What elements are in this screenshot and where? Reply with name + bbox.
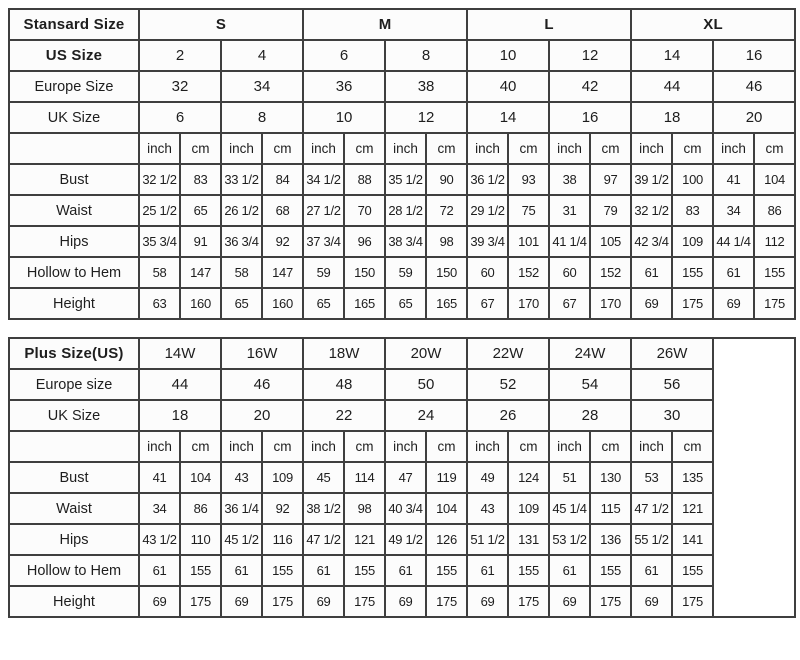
plus-size-header-16w: 16W bbox=[221, 338, 303, 369]
europe-size-value: 40 bbox=[467, 71, 549, 102]
measurement-value: 65 bbox=[221, 288, 262, 319]
measurement-value: 69 bbox=[385, 586, 426, 617]
measurement-value: 58 bbox=[221, 257, 262, 288]
measurement-value: 65 bbox=[180, 195, 221, 226]
measurement-value: 59 bbox=[385, 257, 426, 288]
measurement-value: 40 3/4 bbox=[385, 493, 426, 524]
us-size-value: 8 bbox=[385, 40, 467, 71]
measurement-value: 75 bbox=[508, 195, 549, 226]
measurement-value: 43 bbox=[221, 462, 262, 493]
uk-size-value: 18 bbox=[631, 102, 713, 133]
measurement-value: 147 bbox=[180, 257, 221, 288]
unit-label-inch: inch bbox=[139, 133, 180, 164]
measurement-value: 27 1/2 bbox=[303, 195, 344, 226]
measurement-value: 91 bbox=[180, 226, 221, 257]
europe-size-value: 34 bbox=[221, 71, 303, 102]
size-group-header-m: M bbox=[303, 9, 467, 40]
measurement-value: 44 1/4 bbox=[713, 226, 754, 257]
measurement-value: 79 bbox=[590, 195, 631, 226]
measurement-value: 60 bbox=[549, 257, 590, 288]
measurement-value: 130 bbox=[590, 462, 631, 493]
measurement-value: 53 bbox=[631, 462, 672, 493]
measurement-value: 61 bbox=[467, 555, 508, 586]
measurement-value: 175 bbox=[426, 586, 467, 617]
measurement-value: 60 bbox=[467, 257, 508, 288]
measurement-value: 36 3/4 bbox=[221, 226, 262, 257]
measurement-value: 31 bbox=[549, 195, 590, 226]
measurement-value: 38 1/2 bbox=[303, 493, 344, 524]
measurement-value: 104 bbox=[180, 462, 221, 493]
europe-size-row-label: Europe size bbox=[9, 369, 139, 400]
measurement-value: 67 bbox=[549, 288, 590, 319]
measurement-value: 175 bbox=[672, 586, 713, 617]
measurement-value: 69 bbox=[221, 586, 262, 617]
measurement-value: 43 bbox=[467, 493, 508, 524]
measurement-value: 136 bbox=[590, 524, 631, 555]
unit-label-cm: cm bbox=[508, 431, 549, 462]
unit-label-inch: inch bbox=[303, 431, 344, 462]
unit-label-cm: cm bbox=[180, 431, 221, 462]
measurement-value: 70 bbox=[344, 195, 385, 226]
measurement-value: 49 bbox=[467, 462, 508, 493]
row-label-height: Height bbox=[9, 586, 139, 617]
measurement-value: 61 bbox=[139, 555, 180, 586]
uk-size-value: 26 bbox=[467, 400, 549, 431]
standard-size-table bbox=[8, 8, 796, 320]
measurement-value: 155 bbox=[262, 555, 303, 586]
measurement-value: 61 bbox=[385, 555, 426, 586]
measurement-value: 34 bbox=[139, 493, 180, 524]
size-group-header-s: S bbox=[139, 9, 303, 40]
measurement-value: 175 bbox=[672, 288, 713, 319]
measurement-value: 155 bbox=[672, 257, 713, 288]
measurement-value: 86 bbox=[754, 195, 795, 226]
measurement-value: 42 3/4 bbox=[631, 226, 672, 257]
measurement-value: 47 1/2 bbox=[303, 524, 344, 555]
measurement-value: 61 bbox=[713, 257, 754, 288]
row-label-height: Height bbox=[9, 288, 139, 319]
unit-label-cm: cm bbox=[672, 431, 713, 462]
measurement-value: 29 1/2 bbox=[467, 195, 508, 226]
uk-size-value: 14 bbox=[467, 102, 549, 133]
unit-label-cm: cm bbox=[590, 133, 631, 164]
measurement-value: 175 bbox=[508, 586, 549, 617]
measurement-value: 83 bbox=[180, 164, 221, 195]
measurement-value: 155 bbox=[754, 257, 795, 288]
measurement-value: 34 bbox=[713, 195, 754, 226]
us-size-value: 2 bbox=[139, 40, 221, 71]
measurement-value: 28 1/2 bbox=[385, 195, 426, 226]
unit-label-inch: inch bbox=[549, 133, 590, 164]
measurement-value: 155 bbox=[426, 555, 467, 586]
measurement-value: 39 1/2 bbox=[631, 164, 672, 195]
uk-size-value: 22 bbox=[303, 400, 385, 431]
measurement-value: 33 1/2 bbox=[221, 164, 262, 195]
measurement-value: 32 1/2 bbox=[631, 195, 672, 226]
measurement-value: 98 bbox=[426, 226, 467, 257]
unit-label-inch: inch bbox=[631, 133, 672, 164]
measurement-value: 45 1/2 bbox=[221, 524, 262, 555]
us-size-value: 14 bbox=[631, 40, 713, 71]
measurement-value: 69 bbox=[631, 586, 672, 617]
measurement-value: 69 bbox=[139, 586, 180, 617]
measurement-value: 58 bbox=[139, 257, 180, 288]
measurement-value: 175 bbox=[590, 586, 631, 617]
measurement-value: 67 bbox=[467, 288, 508, 319]
row-label-bust: Bust bbox=[9, 164, 139, 195]
row-label-hollow-to-hem: Hollow to Hem bbox=[9, 257, 139, 288]
unit-label-cm: cm bbox=[590, 431, 631, 462]
unit-label-inch: inch bbox=[139, 431, 180, 462]
europe-size-value: 44 bbox=[631, 71, 713, 102]
measurement-value: 105 bbox=[590, 226, 631, 257]
unit-label-cm: cm bbox=[426, 133, 467, 164]
measurement-value: 124 bbox=[508, 462, 549, 493]
measurement-value: 45 bbox=[303, 462, 344, 493]
unit-label-inch: inch bbox=[713, 133, 754, 164]
row-label-waist: Waist bbox=[9, 195, 139, 226]
us-size-value: 4 bbox=[221, 40, 303, 71]
table-gap bbox=[8, 320, 793, 337]
measurement-value: 115 bbox=[590, 493, 631, 524]
europe-size-value: 32 bbox=[139, 71, 221, 102]
measurement-value: 155 bbox=[180, 555, 221, 586]
us-size-row-label: US Size bbox=[9, 40, 139, 71]
plus-size-table bbox=[8, 337, 796, 618]
uk-size-value: 6 bbox=[139, 102, 221, 133]
unit-label-cm: cm bbox=[344, 133, 385, 164]
measurement-value: 126 bbox=[426, 524, 467, 555]
measurement-value: 43 1/2 bbox=[139, 524, 180, 555]
us-size-value: 6 bbox=[303, 40, 385, 71]
measurement-value: 45 1/4 bbox=[549, 493, 590, 524]
measurement-value: 98 bbox=[344, 493, 385, 524]
uk-size-value: 16 bbox=[549, 102, 631, 133]
measurement-value: 150 bbox=[426, 257, 467, 288]
measurement-value: 109 bbox=[508, 493, 549, 524]
measurement-value: 121 bbox=[672, 493, 713, 524]
measurement-value: 59 bbox=[303, 257, 344, 288]
measurement-value: 135 bbox=[672, 462, 713, 493]
measurement-value: 84 bbox=[262, 164, 303, 195]
europe-size-value: 48 bbox=[303, 369, 385, 400]
empty-corner-cell bbox=[9, 431, 139, 462]
chart-title-cell: Plus Size(US) bbox=[9, 338, 139, 369]
measurement-value: 93 bbox=[508, 164, 549, 195]
measurement-value: 72 bbox=[426, 195, 467, 226]
measurement-value: 69 bbox=[549, 586, 590, 617]
measurement-value: 65 bbox=[303, 288, 344, 319]
us-size-value: 10 bbox=[467, 40, 549, 71]
unit-label-cm: cm bbox=[508, 133, 549, 164]
uk-size-value: 10 bbox=[303, 102, 385, 133]
measurement-value: 121 bbox=[344, 524, 385, 555]
empty-corner-cell bbox=[9, 133, 139, 164]
unit-label-inch: inch bbox=[467, 431, 508, 462]
unit-label-cm: cm bbox=[344, 431, 385, 462]
measurement-value: 101 bbox=[508, 226, 549, 257]
row-label-bust: Bust bbox=[9, 462, 139, 493]
unit-label-inch: inch bbox=[221, 431, 262, 462]
unit-label-cm: cm bbox=[262, 431, 303, 462]
measurement-value: 100 bbox=[672, 164, 713, 195]
measurement-value: 114 bbox=[344, 462, 385, 493]
measurement-value: 152 bbox=[508, 257, 549, 288]
measurement-value: 55 1/2 bbox=[631, 524, 672, 555]
uk-size-value: 28 bbox=[549, 400, 631, 431]
unit-label-cm: cm bbox=[262, 133, 303, 164]
europe-size-value: 54 bbox=[549, 369, 631, 400]
plus-size-header-22w: 22W bbox=[467, 338, 549, 369]
empty-spacer-cell bbox=[713, 338, 795, 617]
measurement-value: 119 bbox=[426, 462, 467, 493]
measurement-value: 86 bbox=[180, 493, 221, 524]
measurement-value: 49 1/2 bbox=[385, 524, 426, 555]
measurement-value: 109 bbox=[262, 462, 303, 493]
europe-size-value: 46 bbox=[713, 71, 795, 102]
unit-label-cm: cm bbox=[754, 133, 795, 164]
measurement-value: 36 1/2 bbox=[467, 164, 508, 195]
measurement-value: 38 3/4 bbox=[385, 226, 426, 257]
unit-label-inch: inch bbox=[467, 133, 508, 164]
europe-size-value: 46 bbox=[221, 369, 303, 400]
row-label-waist: Waist bbox=[9, 493, 139, 524]
measurement-value: 141 bbox=[672, 524, 713, 555]
measurement-value: 61 bbox=[549, 555, 590, 586]
measurement-value: 175 bbox=[262, 586, 303, 617]
measurement-value: 41 bbox=[139, 462, 180, 493]
europe-size-value: 44 bbox=[139, 369, 221, 400]
europe-size-value: 52 bbox=[467, 369, 549, 400]
measurement-value: 92 bbox=[262, 493, 303, 524]
uk-size-value: 20 bbox=[221, 400, 303, 431]
measurement-value: 109 bbox=[672, 226, 713, 257]
measurement-value: 37 3/4 bbox=[303, 226, 344, 257]
measurement-value: 160 bbox=[180, 288, 221, 319]
us-size-value: 12 bbox=[549, 40, 631, 71]
measurement-value: 88 bbox=[344, 164, 385, 195]
measurement-value: 53 1/2 bbox=[549, 524, 590, 555]
uk-size-value: 18 bbox=[139, 400, 221, 431]
measurement-value: 41 1/4 bbox=[549, 226, 590, 257]
measurement-value: 92 bbox=[262, 226, 303, 257]
measurement-value: 65 bbox=[385, 288, 426, 319]
size-group-header-l: L bbox=[467, 9, 631, 40]
row-label-hollow-to-hem: Hollow to Hem bbox=[9, 555, 139, 586]
measurement-value: 170 bbox=[508, 288, 549, 319]
measurement-value: 170 bbox=[590, 288, 631, 319]
unit-label-cm: cm bbox=[426, 431, 467, 462]
uk-size-value: 8 bbox=[221, 102, 303, 133]
measurement-value: 112 bbox=[754, 226, 795, 257]
measurement-value: 39 3/4 bbox=[467, 226, 508, 257]
measurement-value: 69 bbox=[467, 586, 508, 617]
measurement-value: 96 bbox=[344, 226, 385, 257]
plus-size-header-18w: 18W bbox=[303, 338, 385, 369]
us-size-value: 16 bbox=[713, 40, 795, 71]
measurement-value: 26 1/2 bbox=[221, 195, 262, 226]
europe-size-row-label: Europe Size bbox=[9, 71, 139, 102]
measurement-value: 147 bbox=[262, 257, 303, 288]
uk-size-value: 24 bbox=[385, 400, 467, 431]
measurement-value: 152 bbox=[590, 257, 631, 288]
uk-size-row-label: UK Size bbox=[9, 102, 139, 133]
measurement-value: 175 bbox=[754, 288, 795, 319]
plus-size-header-24w: 24W bbox=[549, 338, 631, 369]
measurement-value: 160 bbox=[262, 288, 303, 319]
measurement-value: 69 bbox=[631, 288, 672, 319]
measurement-value: 32 1/2 bbox=[139, 164, 180, 195]
uk-size-value: 20 bbox=[713, 102, 795, 133]
measurement-value: 155 bbox=[344, 555, 385, 586]
measurement-value: 63 bbox=[139, 288, 180, 319]
measurement-value: 175 bbox=[344, 586, 385, 617]
europe-size-value: 36 bbox=[303, 71, 385, 102]
unit-label-cm: cm bbox=[180, 133, 221, 164]
measurement-value: 51 1/2 bbox=[467, 524, 508, 555]
measurement-value: 34 1/2 bbox=[303, 164, 344, 195]
uk-size-value: 12 bbox=[385, 102, 467, 133]
unit-label-inch: inch bbox=[549, 431, 590, 462]
measurement-value: 104 bbox=[426, 493, 467, 524]
uk-size-value: 30 bbox=[631, 400, 713, 431]
measurement-value: 41 bbox=[713, 164, 754, 195]
measurement-value: 69 bbox=[713, 288, 754, 319]
unit-label-inch: inch bbox=[385, 431, 426, 462]
row-label-hips: Hips bbox=[9, 524, 139, 555]
unit-label-inch: inch bbox=[385, 133, 426, 164]
measurement-value: 68 bbox=[262, 195, 303, 226]
measurement-value: 150 bbox=[344, 257, 385, 288]
uk-size-row-label: UK Size bbox=[9, 400, 139, 431]
measurement-value: 38 bbox=[549, 164, 590, 195]
measurement-value: 165 bbox=[426, 288, 467, 319]
plus-size-header-26w: 26W bbox=[631, 338, 713, 369]
measurement-value: 155 bbox=[672, 555, 713, 586]
measurement-value: 90 bbox=[426, 164, 467, 195]
measurement-value: 61 bbox=[303, 555, 344, 586]
unit-label-inch: inch bbox=[303, 133, 344, 164]
measurement-value: 25 1/2 bbox=[139, 195, 180, 226]
unit-label-cm: cm bbox=[672, 133, 713, 164]
chart-title-cell: Stansard Size bbox=[9, 9, 139, 40]
unit-label-inch: inch bbox=[221, 133, 262, 164]
plus-size-header-14w: 14W bbox=[139, 338, 221, 369]
measurement-value: 69 bbox=[303, 586, 344, 617]
europe-size-value: 56 bbox=[631, 369, 713, 400]
measurement-value: 104 bbox=[754, 164, 795, 195]
measurement-value: 165 bbox=[344, 288, 385, 319]
measurement-value: 155 bbox=[590, 555, 631, 586]
measurement-value: 61 bbox=[221, 555, 262, 586]
measurement-value: 175 bbox=[180, 586, 221, 617]
measurement-value: 47 1/2 bbox=[631, 493, 672, 524]
measurement-value: 47 bbox=[385, 462, 426, 493]
europe-size-value: 50 bbox=[385, 369, 467, 400]
measurement-value: 155 bbox=[508, 555, 549, 586]
measurement-value: 97 bbox=[590, 164, 631, 195]
row-label-hips: Hips bbox=[9, 226, 139, 257]
measurement-value: 131 bbox=[508, 524, 549, 555]
measurement-value: 61 bbox=[631, 555, 672, 586]
measurement-value: 36 1/4 bbox=[221, 493, 262, 524]
europe-size-value: 42 bbox=[549, 71, 631, 102]
size-group-header-xl: XL bbox=[631, 9, 795, 40]
measurement-value: 116 bbox=[262, 524, 303, 555]
unit-label-inch: inch bbox=[631, 431, 672, 462]
europe-size-value: 38 bbox=[385, 71, 467, 102]
plus-size-header-20w: 20W bbox=[385, 338, 467, 369]
measurement-value: 51 bbox=[549, 462, 590, 493]
measurement-value: 35 1/2 bbox=[385, 164, 426, 195]
measurement-value: 110 bbox=[180, 524, 221, 555]
measurement-value: 83 bbox=[672, 195, 713, 226]
measurement-value: 61 bbox=[631, 257, 672, 288]
measurement-value: 35 3/4 bbox=[139, 226, 180, 257]
